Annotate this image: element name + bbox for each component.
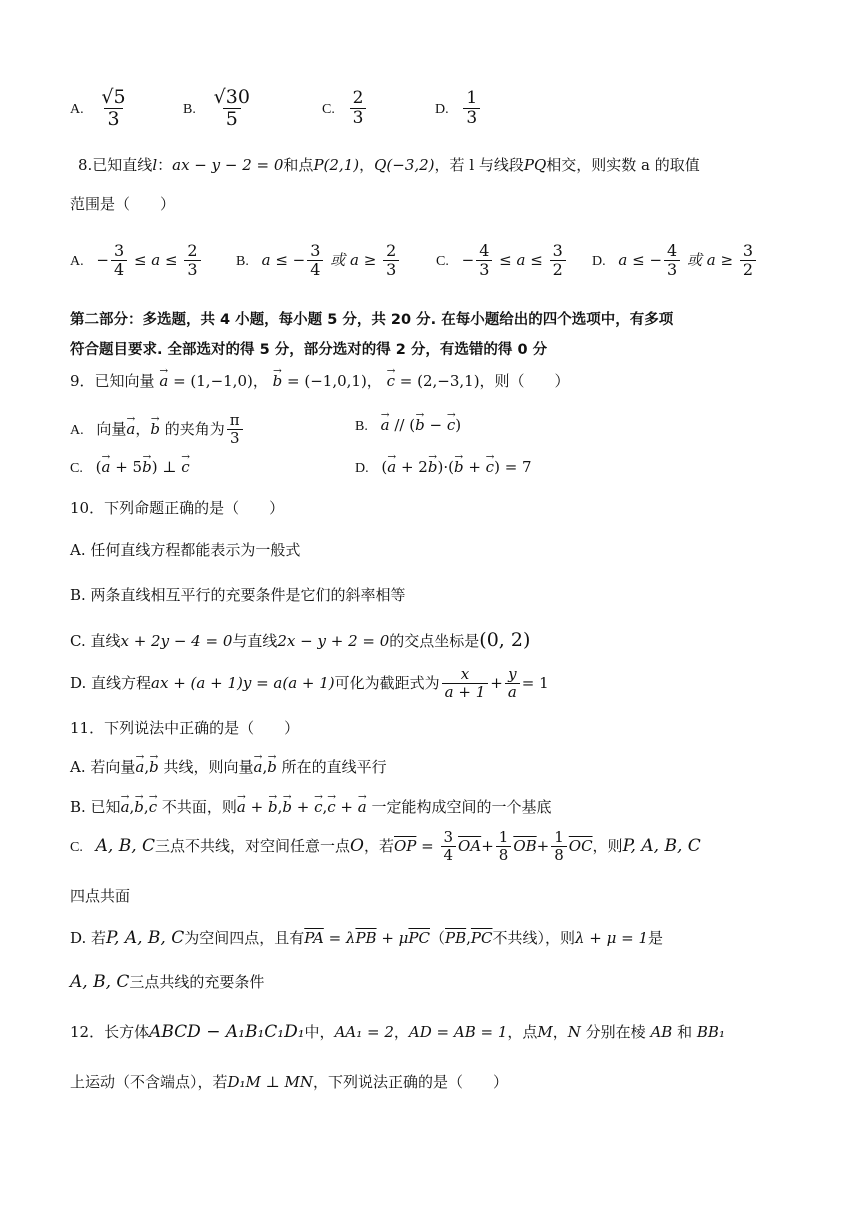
- q7-b-fraction: $\frac{√30}{5}$: [213, 86, 250, 130]
- q8-option-d: D. a ≤ − $\frac{4}{3}$ 或 a ≥ $\frac{3}{2}$: [592, 243, 758, 279]
- q11-option-b: B. 已知→ a,→ b,→ c 不共面，则→ a + → b,→ b + → c,→ c + → a 一定能构成空间的一个基底: [70, 800, 552, 815]
- q7-option-c: C. $\frac{2}{3}$: [322, 90, 368, 128]
- q10-option-c: C. 直线x + 2y − 4 = 0与直线2x − y + 2 = 0的交点坐标是(0, 2): [70, 629, 531, 651]
- q12-stem-line2: 上运动（不含端点），若D₁M ⊥ MN，下列说法正确的是（ ）: [70, 1073, 509, 1091]
- q9-option-c: C. (→ a + 5→ b) ⊥ → c: [70, 460, 190, 476]
- q10-option-d: D. 直线方程ax + (a + 1)y = a(a + 1)可化为截距式为 $\frac{x}{a + 1}$ + $\frac{y}{a}$ = 1: [70, 665, 549, 701]
- q10-option-b: B. 两条直线相互平行的充要条件是它们的斜率相等: [70, 586, 406, 604]
- q11-stem: 11．下列说法中正确的是（ ）: [70, 719, 300, 737]
- q7-option-b: B. $\frac{√30}{5}$: [183, 88, 255, 131]
- q10-option-a: A. 任何直线方程都能表示为一般式: [70, 541, 301, 559]
- q11-option-d: D. 若P, A, B, C为空间四点，且有$\overline{PA} = \lambda\overline{PB} + \mu\overline{PC}(\overline{PB},\overline{PC}$不共线），则λ + μ = 1是: [70, 928, 664, 948]
- q7-d-fraction: $\frac{1}{3}$: [463, 90, 480, 128]
- q8-option-b: B. a ≤ − $\frac{3}{4}$ 或 a ≥ $\frac{2}{3}$: [236, 243, 401, 279]
- q11-option-c-line2: 四点共面: [70, 887, 131, 905]
- q7-c-fraction: $\frac{2}{3}$: [350, 90, 367, 128]
- q8-stem-line2: 范围是（ ）: [70, 195, 176, 213]
- q11-option-a: A. 若向量→ a,→ b 共线，则向量→ a,→ b 所在的直线平行: [70, 760, 387, 775]
- q9-option-a: A. 向量→ a，→ b 的夹角为 $\frac{\pi}{3}$: [70, 413, 245, 447]
- q8-option-c: C. − $\frac{4}{3}$ ≤ a ≤ $\frac{3}{2}$: [436, 243, 568, 279]
- q9-option-d: D. (→ a + 2→ b)·(→ b + → c) = 7: [355, 460, 532, 476]
- q12-stem: 12．长方体ABCD − A₁B₁C₁D₁中，AA₁ = 2，AD = AB = 1，点M，N 分别在棱 AB 和 BB₁: [70, 1022, 725, 1042]
- q11-option-c: C. A, B, C三点不共线，对空间任意一点O，若$\overline{OP}$ = $\frac{3}{4}$ $\overline{OA}+$ $\frac{1}{8}$ $\overline{OB}+$ $\frac{1}{8}$ $\overline{OC}$，则P, A, B, C: [70, 828, 701, 864]
- q10-stem: 10．下列命题正确的是（ ）: [70, 499, 285, 517]
- part2-heading-line1: 第二部分：多选题，共 4 小题，每小题 5 分，共 20 分. 在每小题给出的四个选项中，有多项: [70, 312, 674, 328]
- part2-heading-line2: 符合题目要求. 全部选对的得 5 分，部分选对的得 2 分，有选错的得 0 分: [70, 342, 548, 358]
- q7-option-d: D. $\frac{1}{3}$: [435, 90, 482, 128]
- q9-option-b: B. → a // (→ b − → c): [355, 418, 461, 434]
- q11-option-d-line2: A, B, C三点共线的充要条件: [70, 972, 265, 992]
- q8-stem: 8.已知直线l：ax − y − 2 = 0和点P(2,1)，Q(−3,2)，若 l 与线段PQ相交，则实数 a 的取值: [78, 156, 700, 174]
- q8-option-a: A. − $\frac{3}{4}$ ≤ a ≤ $\frac{2}{3}$: [70, 243, 203, 279]
- q9-stem: 9．已知向量 → a = (1,−1,0)， → b = (−1,0,1)， → c = (2,−3,1)，则（ ）: [70, 374, 570, 389]
- q7-a-fraction: $\frac{√5}{3}$: [101, 86, 126, 130]
- q7-option-a: A. $\frac{√5}{3}$: [70, 88, 131, 131]
